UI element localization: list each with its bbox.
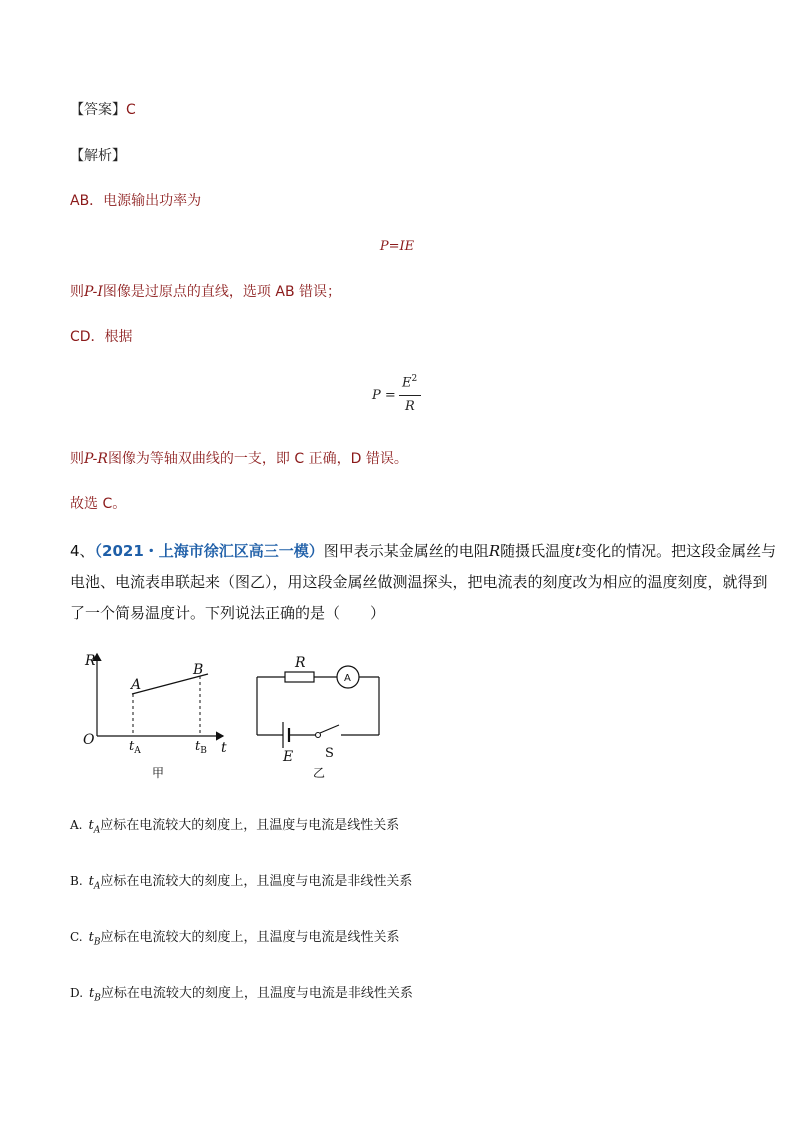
switch-pivot xyxy=(316,733,321,738)
question-text-2: 随摄氏温度 xyxy=(500,542,576,560)
question-line-1 xyxy=(70,540,776,562)
explanation-pi-line xyxy=(70,282,341,302)
option-a-letter: A. xyxy=(70,818,83,832)
option-a[interactable] xyxy=(70,815,399,841)
option-d-letter: D. xyxy=(70,986,84,1000)
resistor xyxy=(285,672,314,682)
ammeter-label: A xyxy=(344,673,351,684)
option-c[interactable] xyxy=(70,927,399,953)
formula-power: P=IE xyxy=(379,239,415,254)
question-source: （2021・上海市徐汇区高三一模） xyxy=(94,542,324,560)
formula2-numerator: $E^2$ xyxy=(402,374,418,391)
question-var-t: t xyxy=(575,542,582,560)
x-axis-label: t xyxy=(221,740,227,756)
switch-label: S xyxy=(325,746,334,761)
pr-prefix: 则 xyxy=(70,451,84,467)
explanation-ab-text: AB．电源输出功率为 xyxy=(70,193,202,209)
pi-suffix: 图像是过原点的直线，选项 AB 错误； xyxy=(102,284,342,300)
answer-label: 【答案】 xyxy=(70,102,126,118)
switch-blade xyxy=(320,725,339,733)
pi-variable: P-I xyxy=(84,284,103,300)
option-b-var: $t_A$ xyxy=(88,874,101,892)
option-c-text: 应标在电流较大的刻度上，且温度与电流是线性关系 xyxy=(100,930,400,945)
pi-prefix: 则 xyxy=(70,284,84,300)
option-b-text: 应标在电流较大的刻度上，且温度与电流是非线性关系 xyxy=(100,874,413,889)
question-figure xyxy=(70,640,400,790)
question-var-r: R xyxy=(488,542,501,560)
tick-a-label: $t_A$ xyxy=(129,739,141,756)
explanation-conclusion: 故选 C。 xyxy=(70,496,127,512)
explanation-label: 【解析】 xyxy=(70,148,126,164)
option-c-var: $t_B$ xyxy=(88,930,101,948)
explanation-cd-text: CD．根据 xyxy=(70,329,133,345)
option-d-text: 应标在电流较大的刻度上，且温度与电流是非线性关系 xyxy=(100,986,413,1001)
option-b-letter: B. xyxy=(70,874,83,888)
point-b-label: B xyxy=(193,662,204,678)
option-a-text: 应标在电流较大的刻度上，且温度与电流是线性关系 xyxy=(100,818,400,833)
option-d-var: $t_B$ xyxy=(89,986,101,1004)
option-a-var: $t_A$ xyxy=(88,818,101,836)
question-text-3: 变化的情况。把这段金属丝与 xyxy=(581,542,777,560)
circuit-diagram xyxy=(257,655,379,780)
option-b[interactable] xyxy=(70,871,412,897)
circuit-caption: 乙 xyxy=(313,766,326,780)
answer-value: C xyxy=(126,102,136,118)
explanation-pr-line xyxy=(70,449,408,469)
question-text-1: 图甲表示某金属丝的电阻 xyxy=(323,542,489,560)
question-number: 4、 xyxy=(70,542,95,560)
question-line-2: 电池、电流表串联起来（图乙），用这段金属丝做测温探头，把电流表的刻度改为相应的温度刻度，就得到 xyxy=(70,573,768,591)
formula2-denominator: R xyxy=(405,399,415,414)
pr-suffix: 图像为等轴双曲线的一支，即 C 正确，D 错误。 xyxy=(107,451,408,467)
option-d[interactable] xyxy=(70,983,413,1009)
pr-variable: P-R xyxy=(84,451,108,467)
r-t-graph xyxy=(83,653,227,780)
tick-b-label: $t_B$ xyxy=(195,739,207,756)
point-a-label: A xyxy=(131,677,142,693)
y-axis-label: R xyxy=(85,653,96,669)
option-c-letter: C. xyxy=(70,930,83,944)
question-line-3: 了一个简易温度计。下列说法正确的是（ ） xyxy=(70,604,386,622)
formula2-lhs: P = xyxy=(372,388,396,403)
origin-label: O xyxy=(83,732,95,748)
graph-caption: 甲 xyxy=(152,766,165,780)
battery-label: E xyxy=(283,749,294,765)
fraction-bar xyxy=(399,395,421,396)
resistor-label: R xyxy=(295,655,306,671)
answer-line xyxy=(70,100,136,120)
